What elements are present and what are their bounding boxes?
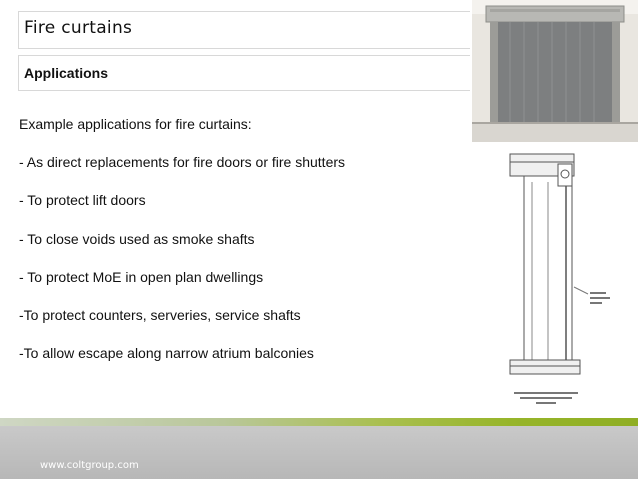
footer [0, 426, 638, 479]
bullet-item: - To protect MoE in open plan dwellings [19, 269, 264, 285]
footer-accent-bar [0, 418, 638, 426]
footer-url: www.coltgroup.com [40, 460, 139, 471]
bullet-item: -To protect counters, serveries, service shafts [19, 307, 301, 323]
slide-subtitle: Applications [24, 65, 109, 81]
intro-text: Example applications for fire curtains: [19, 116, 252, 132]
slide-title: Fire curtains [24, 18, 133, 38]
bullet-item: - To close voids used as smoke shafts [19, 231, 255, 247]
fire-curtain-photo [472, 0, 638, 142]
bullet-item: -To allow escape along narrow atrium balconies [19, 345, 314, 361]
bullet-item: - To protect lift doors [19, 192, 146, 208]
section-drawing [502, 152, 620, 414]
bullet-item: - As direct replacements for fire doors or fire shutters [19, 154, 346, 170]
